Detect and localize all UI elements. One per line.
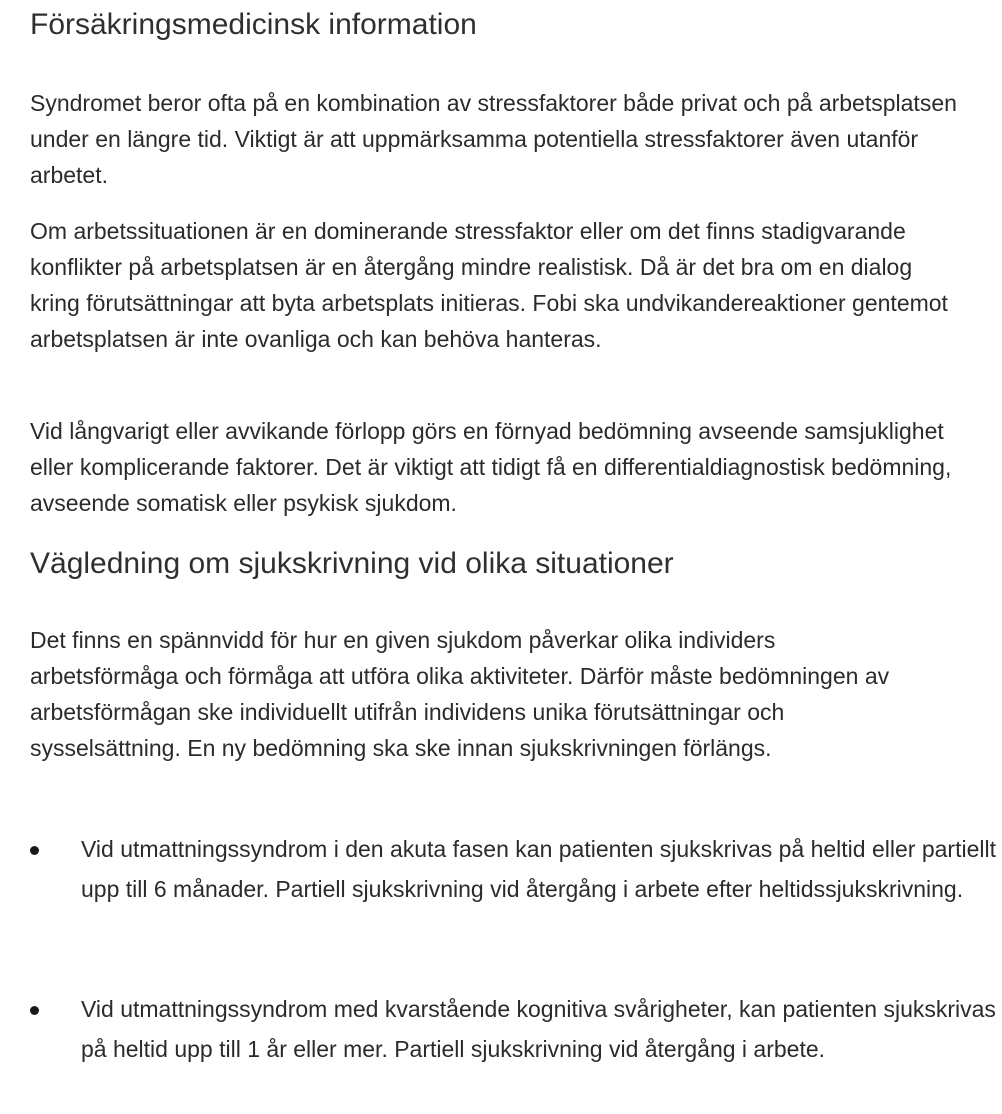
- section-heading-vagledning: Vägledning om sjukskrivning vid olika situationer: [30, 547, 674, 580]
- list-item-text: Vid utmattningssyndrom i den akuta fasen kan patienten sjukskrivas på heltid eller partiellt upp till 6 månader. Partiell sjukskrivning vid återgång i arbete efter heltidssjukskrivning.: [81, 836, 996, 902]
- paragraph-langvarigt-forlopp: Vid långvarigt eller avvikande förlopp görs en förnyad bedömning avseende samsjuklighet eller komplicerande faktorer. Det är viktigt att tidigt få en differentialdiagnostisk bedömning, avseende somatisk eller psykisk sjukdom.: [30, 418, 952, 516]
- paragraph-spannvidd: Det finns en spännvidd för hur en given sjukdom påverkar olika individers arbetsförmåga och förmåga att utföra olika aktiviteter. Därför måste bedömningen av arbetsförmågan ske individuellt utifrån individens unika förutsättningar och sysselsättning. En ny bedömning ska ske innan sjukskrivningen förlängs.: [30, 627, 890, 761]
- bullet-icon: [30, 1006, 39, 1015]
- section-heading-forsakringsmedicinsk: Försäkringsmedicinsk information: [30, 8, 477, 41]
- list-item: [30, 989, 1002, 1069]
- bullet-icon: [30, 846, 39, 855]
- list-item-text: Vid utmattningssyndrom med kvarstående kognitiva svårigheter, kan patienten sjukskrivas på heltid upp till 1 år eller mer. Partiell sjukskrivning vid återgång i arbete.: [81, 996, 996, 1062]
- paragraph-stressfaktorer: Syndromet beror ofta på en kombination av stressfaktorer både privat och på arbetsplatsen under en längre tid. Viktigt är att uppmärksamma potentiella stressfaktorer även utanför arbetet.: [30, 90, 957, 188]
- list-item: [30, 829, 1002, 909]
- paragraph-arbetssituation: Om arbetssituationen är en dominerande stressfaktor eller om det finns stadigvarande konflikter på arbetsplatsen är en återgång mindre realistisk. Då är det bra om en dialog kring förutsättningar att byta arbetsplats initieras. Fobi ska undvikandereaktioner gentemot arbetsplatsen är inte ovanliga och kan behöva hanteras.: [30, 218, 948, 352]
